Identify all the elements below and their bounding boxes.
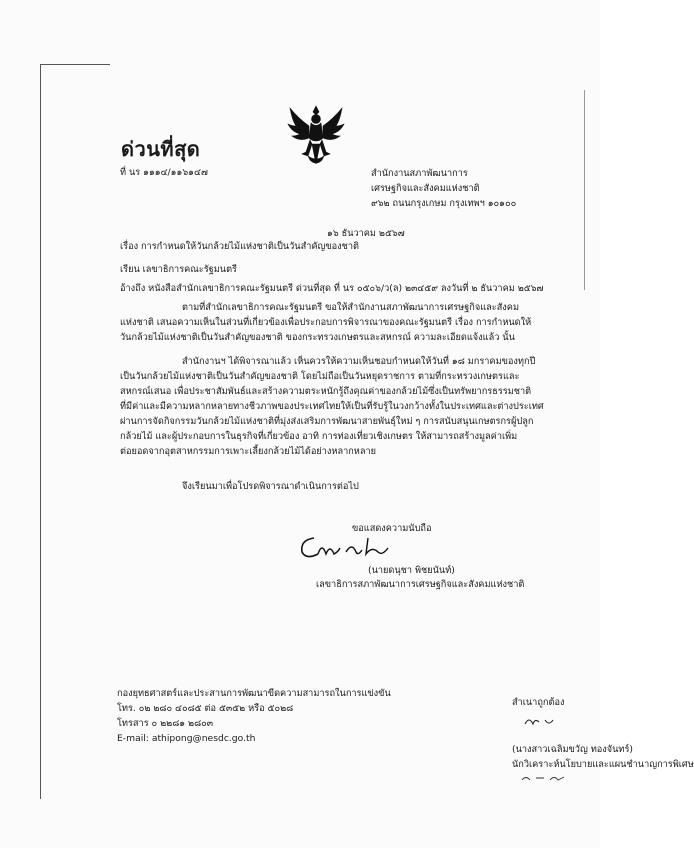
scan-border-top	[40, 64, 110, 65]
document-date: ๑๖ ธันวาคม ๒๕๖๗	[327, 228, 405, 239]
paragraph-line: กล้วยไม้ และผู้ประกอบการในธุรกิจที่เกี่ยวข้อง อาทิ การท่องเที่ยวเชิงเกษตร ให้สามารถสร้างมูลค่าเพิ่ม	[120, 431, 518, 442]
sender-address-line: สำนักงานสภาพัฒนาการ	[371, 168, 468, 179]
body-paragraph-1	[120, 300, 572, 345]
recipient-line: เรียน เลขาธิการคณะรัฐมนตรี	[120, 264, 237, 275]
footer-telephone: โทร. ๐๒ ๒๘๐ ๔๐๘๕ ต่อ ๕๓๕๒ หรือ ๕๐๒๘	[117, 703, 294, 714]
footer-email: E-mail: athipong@nesdc.go.th	[117, 733, 256, 744]
paragraph-line: แห่งชาติ เสนอความเห็นในส่วนที่เกี่ยวข้องเพื่อประกอบการพิจารณาของคณะรัฐมนตรี เรื่อง การกำหนดให้	[120, 317, 532, 328]
paragraph-line: ต่อยอดจากอุตสาหกรรมการเพาะเลี้ยงกล้วยไม้ได้อย่างหลากหลาย	[120, 446, 377, 457]
certified-copy-label: สำเนาถูกต้อง	[512, 697, 565, 708]
certifier-title: นักวิเคราะห์นโยบายและแผนชำนาญการพิเศษ	[512, 759, 694, 770]
paragraph-line: ผ่านการจัดกิจกรรมวันกล้วยไม้แห่งชาติที่มุ่งส่งเสริมการพัฒนาสายพันธุ์ใหม่ ๆ การสนับสนุนเกษตรกรผู้ปลูก	[120, 416, 534, 427]
sender-address-line: เศรษฐกิจและสังคมแห่งชาติ	[371, 183, 480, 194]
garuda-emblem-icon	[286, 104, 346, 168]
closing-phrase: ขอแสดงความนับถือ	[352, 523, 432, 534]
subject-line: เรื่อง การกำหนดให้วันกล้วยไม้แห่งชาติเป็นวันสำคัญของชาติ	[120, 241, 359, 252]
body-paragraph-2	[120, 354, 572, 459]
footer-fax: โทรสาร ๐ ๒๒๘๑ ๒๘๐๓	[117, 718, 214, 729]
sender-address-line: ๙๖๒ ถนนกรุงเกษม กรุงเทพฯ ๑๐๑๐๐	[371, 198, 517, 209]
paragraph-line: ตามที่สำนักเลขาธิการคณะรัฐมนตรี ขอให้สำนักงานสภาพัฒนาการเศรษฐกิจและสังคม	[182, 302, 519, 313]
paragraph-line: จึงเรียนมาเพื่อโปรดพิจารณาดำเนินการต่อไป	[182, 481, 359, 492]
handwritten-initials	[523, 714, 573, 728]
paragraph-line: วันกล้วยไม้แห่งชาติเป็นวันสำคัญของชาติ ของกระทรวงเกษตรและสหกรณ์ ความละเอียดแจ้งแล้ว นั้น	[120, 332, 515, 343]
signer-title: เลขาธิการสภาพัฒนาการเศรษฐกิจและสังคมแห่งชาติ	[316, 579, 525, 590]
paragraph-line: สหกรณ์เสนอ เพื่อประชาสัมพันธ์และสร้างความตระหนักรู้ถึงคุณค่าของกล้วยไม้ซึ่งเป็นทรัพยากรธรรมชาติ	[120, 386, 532, 397]
certifier-name: (นางสาวเฉลิมขวัญ ทองจันทร์)	[512, 744, 634, 755]
footer-department: กองยุทธศาสตร์และประสานการพัฒนาขีดความสามารถในการแข่งขัน	[117, 688, 391, 699]
scan-border-left	[40, 64, 41, 799]
paragraph-line: ที่มีค่าและมีความหลากหลายทางชีวภาพของประเทศไทยให้เป็นที่รับรู้ในวงกว้างทั้งในประเทศและต่างประเทศ	[120, 401, 544, 412]
scan-border-right	[584, 90, 585, 290]
body-paragraph-3	[120, 479, 572, 494]
paragraph-line: เป็นวันกล้วยไม้แห่งชาติเป็นวันสำคัญของชาติ โดยไม่ถือเป็นวันหยุดราชการ ตามที่กระทรวงเกษตรและ	[120, 371, 520, 382]
paragraph-line: สำนักงานฯ ได้พิจารณาแล้ว เห็นควรให้ความเห็นชอบกำหนดให้วันที่ ๑๘ มกราคมของทุกปี	[182, 356, 536, 367]
reference-line: อ้างถึง หนังสือสำนักเลขาธิการคณะรัฐมนตรี ด่วนที่สุด ที่ นร ๐๕๐๖/ว(ล) ๒๓๔๕๙ ลงวันที่ ๒ ธันวาคม ๒๕๖๗	[120, 283, 544, 294]
handwritten-mark	[520, 772, 570, 784]
signer-name: (นายดนุชา พิชยนันท์)	[368, 565, 455, 576]
urgency-heading: ด่วนที่สุด	[121, 137, 201, 161]
handwritten-signature	[296, 530, 404, 564]
reference-number: ที่ นร ๑๑๑๔/๑๑๖๑๔๗	[120, 167, 208, 178]
